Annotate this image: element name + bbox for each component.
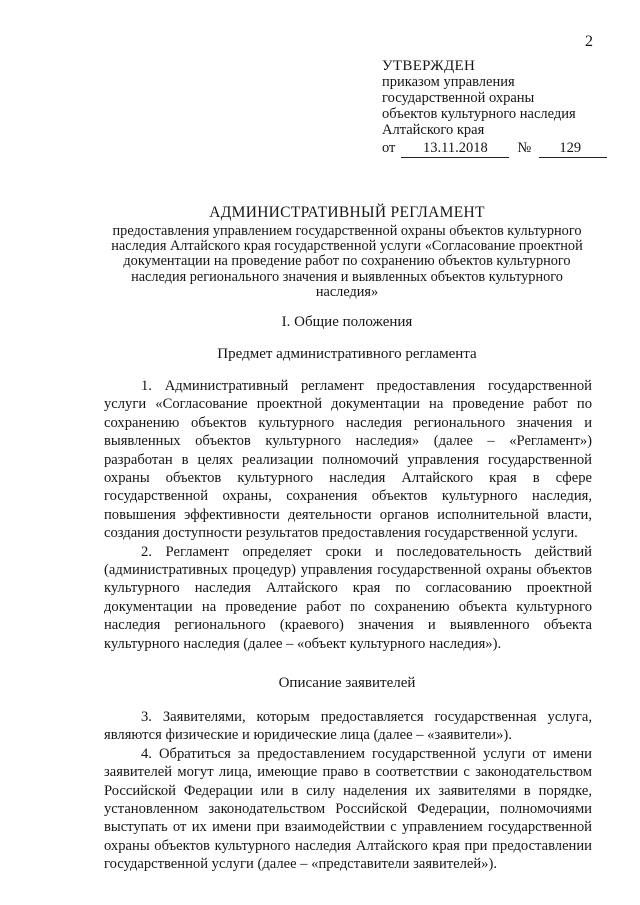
paragraph-3: 3. Заявителями, которым предоставляется государственная услуга, являются физические и юридические лица (далее – «заявители»).: [104, 709, 592, 744]
paragraph-1: 1. Административный регламент предоставления государственной услуги «Согласование проектной документации на проведение работ по сохранению объектов культурного наследия регионального значения и выявленных объектов культурного наследия» (далее – «Регламент») разработан в целях реализации полномочий управления государственной охраны объектов культурного наследия Алтайского края в сфере государственной охраны, сохранения объектов культурного наследия, повышения эффективности деятельности органов исполнительной власти, создания доступности результатов предоставления государственной услуги.: [104, 378, 592, 542]
approval-line: объектов культурного наследия: [382, 106, 576, 122]
date-prefix: от: [382, 140, 396, 156]
document-header: [104, 204, 590, 300]
page-number: 2: [585, 33, 593, 50]
subject-paragraphs: [104, 377, 592, 653]
paragraph-4: 4. Обратиться за предоставлением государственной услуги от имени заявителей могут лица, имеющие право в соответствии с законодательством Российской Федерации или в силу наделения их заявителями в порядке, установленном законодательством Российской Федерации, полномочиями выступать от их имени при взаимодействии с управлением государственной охраны объектов культурного наследия Алтайского края при предоставлении государственной услуги (далее – «представители заявителей»).: [104, 745, 592, 873]
approval-heading: УТВЕРЖДЕН: [382, 58, 476, 74]
document-title: АДМИНИСТРАТИВНЫЙ РЕГЛАМЕНТ: [209, 204, 485, 221]
number-sign: №: [517, 140, 532, 156]
approval-reference: [382, 140, 607, 158]
paragraph-2: 2. Регламент определяет сроки и последовательность действий (административных процедур) управления государственной охраны объектов культурного наследия Алтайского края по согласованию проектной документации на проведение работ по сохранению объекта культурного наследия регионального (краевого) значения и выявленного объекта культурного наследия (далее – «объект культурного наследия»).: [104, 543, 592, 652]
applicants-paragraphs: [104, 708, 592, 874]
approval-line: приказом управления: [382, 74, 515, 90]
subsection-title-applicants: Описание заявителей: [278, 675, 416, 691]
approval-date: 13.11.2018: [401, 140, 509, 158]
section-title: I. Общие положения: [281, 314, 413, 330]
approval-number: 129: [539, 140, 607, 158]
subsection-title-subject: Предмет административного регламента: [217, 346, 477, 362]
document-subtitle: предоставления управлением государственной охраны объектов культурного наследия Алтайского края государственной услуги «Согласование проектной документации на проведение работ по сохранению объектов культурного наследия регионального значения и выявленных объектов культурного наследия»: [111, 223, 583, 300]
approval-stamp: [382, 58, 607, 158]
approval-line: государственной охраны: [382, 90, 535, 106]
approval-line: Алтайского края: [382, 122, 485, 138]
